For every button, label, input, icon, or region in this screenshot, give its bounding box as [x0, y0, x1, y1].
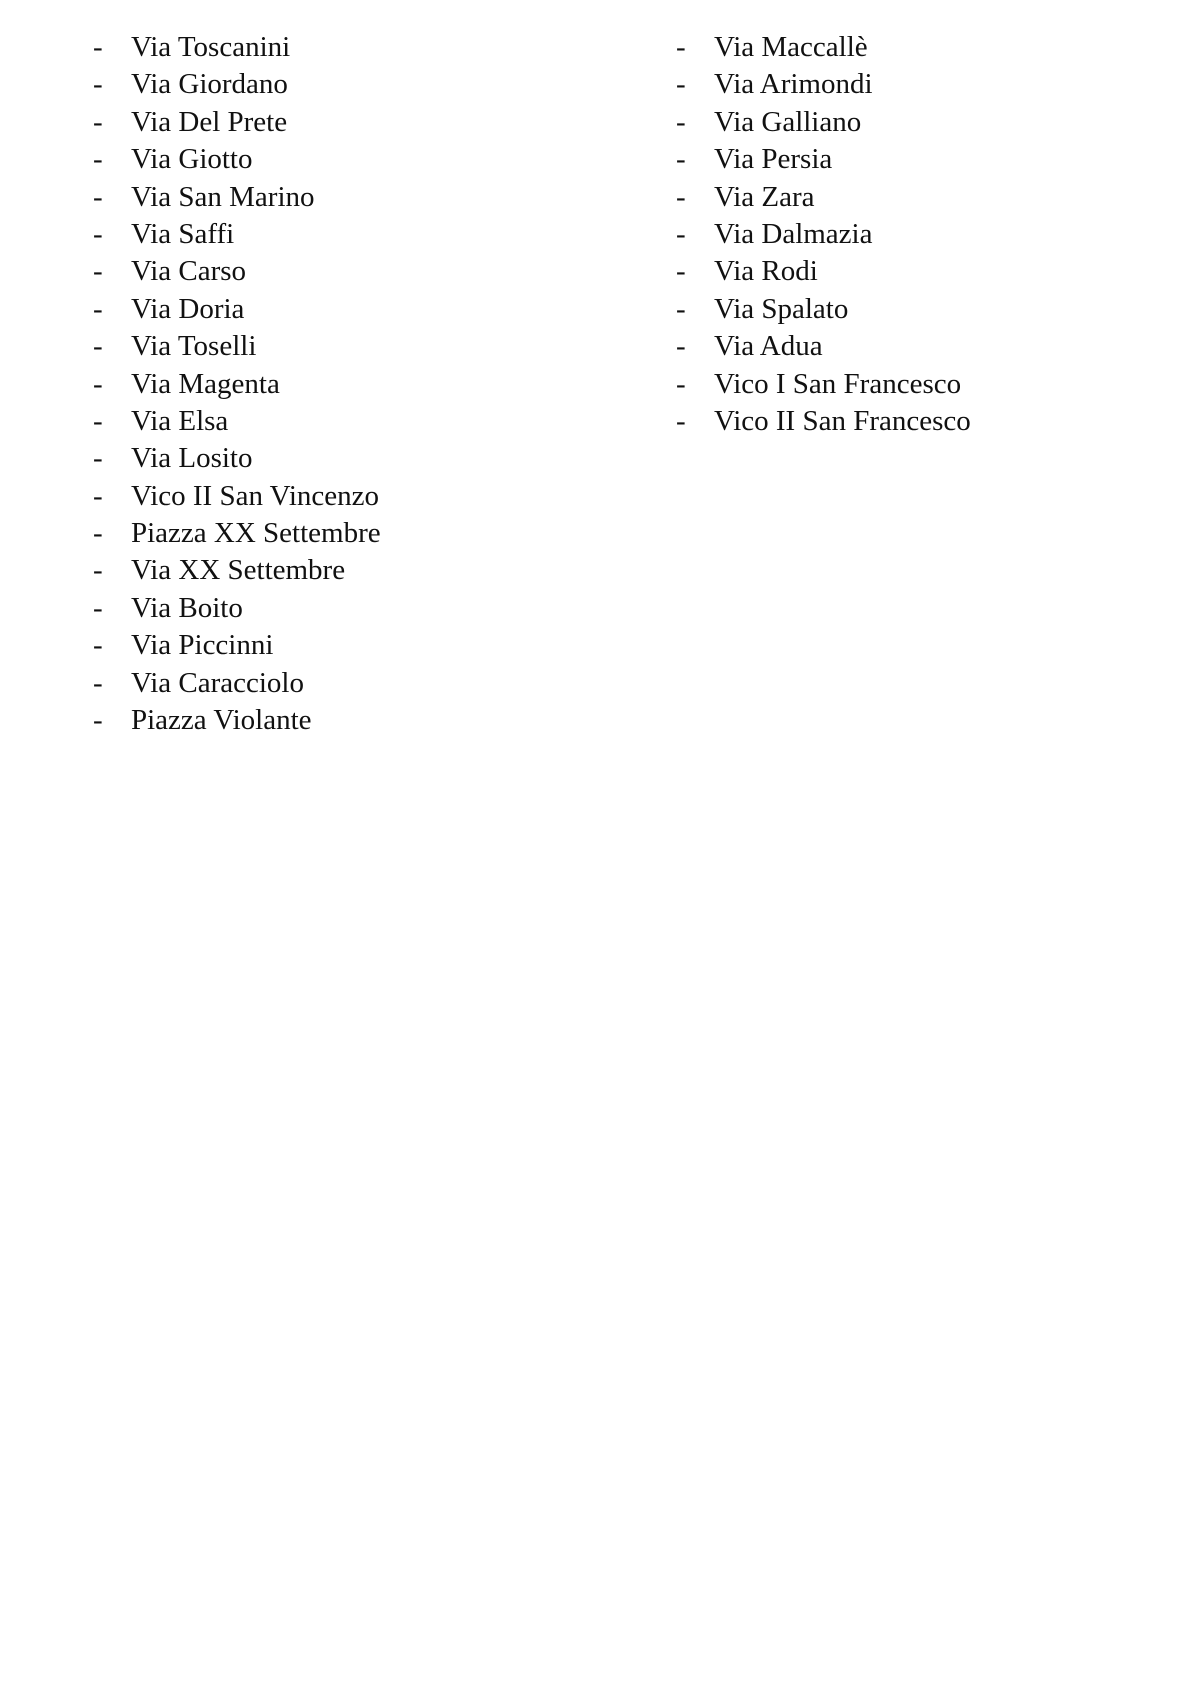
- street-name: Piazza XX Settembre: [131, 517, 381, 550]
- street-name: Via Dalmazia: [714, 217, 873, 250]
- street-name: Via Losito: [131, 442, 253, 475]
- list-item: [676, 216, 1156, 253]
- list-item: [676, 104, 1156, 141]
- list-item: [93, 104, 593, 141]
- list-bullet: -: [93, 591, 103, 624]
- street-name: Via Galliano: [714, 105, 862, 138]
- street-name: Via Elsa: [131, 404, 229, 437]
- list-item: [93, 702, 593, 739]
- street-name: Piazza Violante: [131, 704, 312, 737]
- list-item: [93, 366, 593, 403]
- list-bullet: -: [93, 666, 103, 699]
- street-list-right: [676, 29, 1156, 440]
- list-bullet: -: [93, 404, 103, 437]
- street-name: Via Toselli: [131, 330, 257, 363]
- list-item: [93, 590, 593, 627]
- list-item: [93, 552, 593, 589]
- list-item: [93, 29, 593, 66]
- list-item: [676, 66, 1156, 103]
- street-name: Via Giordano: [131, 68, 288, 101]
- street-name: Vico I San Francesco: [714, 367, 962, 400]
- list-item: [93, 66, 593, 103]
- list-item: [93, 627, 593, 664]
- list-item: [676, 403, 1156, 440]
- street-name: Via Magenta: [131, 367, 280, 400]
- list-bullet: -: [93, 479, 103, 512]
- street-name: Via Adua: [714, 330, 823, 363]
- list-bullet: -: [93, 105, 103, 138]
- street-name: Vico II San Francesco: [714, 404, 971, 437]
- street-name: Via Rodi: [714, 255, 818, 288]
- street-name: Via Boito: [131, 591, 243, 624]
- list-bullet: -: [93, 554, 103, 587]
- list-item: [676, 253, 1156, 290]
- list-item: [93, 179, 593, 216]
- list-item: [93, 141, 593, 178]
- street-name: Via Persia: [714, 143, 833, 176]
- street-name: Via Carso: [131, 255, 247, 288]
- list-bullet: -: [93, 330, 103, 363]
- list-item: [93, 440, 593, 477]
- list-item: [93, 478, 593, 515]
- list-bullet: -: [93, 367, 103, 400]
- list-bullet: -: [676, 31, 686, 63]
- list-bullet: -: [93, 180, 103, 213]
- list-bullet: -: [676, 217, 686, 250]
- list-item: [93, 253, 593, 290]
- list-item: [676, 141, 1156, 178]
- list-bullet: -: [676, 180, 686, 213]
- street-name: Via XX Settembre: [131, 554, 346, 587]
- list-bullet: -: [676, 292, 686, 325]
- list-bullet: -: [676, 330, 686, 363]
- list-item: [676, 328, 1156, 365]
- list-item: [93, 216, 593, 253]
- street-name: Via Piccinni: [131, 629, 274, 662]
- list-bullet: -: [93, 442, 103, 475]
- street-name: Via Zara: [714, 180, 815, 213]
- street-name: Via Maccallè: [714, 31, 868, 63]
- list-bullet: -: [676, 255, 686, 288]
- list-item: [93, 328, 593, 365]
- street-name: Via San Marino: [131, 180, 315, 213]
- list-item: [676, 366, 1156, 403]
- list-bullet: -: [93, 217, 103, 250]
- list-bullet: -: [93, 68, 103, 101]
- list-bullet: -: [93, 517, 103, 550]
- street-name: Via Caracciolo: [131, 666, 304, 699]
- list-item: [676, 179, 1156, 216]
- list-item: [93, 665, 593, 702]
- street-name: Via Arimondi: [714, 68, 873, 101]
- list-item: [93, 403, 593, 440]
- list-bullet: -: [93, 143, 103, 176]
- street-list-left: [93, 29, 593, 739]
- street-name: Via Doria: [131, 292, 245, 325]
- list-item: [676, 29, 1156, 66]
- street-name: Via Toscanini: [131, 31, 291, 63]
- list-bullet: -: [676, 143, 686, 176]
- list-bullet: -: [93, 704, 103, 737]
- list-bullet: -: [676, 404, 686, 437]
- list-bullet: -: [676, 105, 686, 138]
- list-item: [93, 515, 593, 552]
- list-item: [676, 291, 1156, 328]
- list-bullet: -: [676, 367, 686, 400]
- street-name: Vico II San Vincenzo: [131, 479, 380, 512]
- list-bullet: -: [676, 68, 686, 101]
- list-bullet: -: [93, 292, 103, 325]
- list-bullet: -: [93, 31, 103, 63]
- street-name: Via Giotto: [131, 143, 253, 176]
- street-name: Via Spalato: [714, 292, 849, 325]
- street-name: Via Saffi: [131, 217, 235, 250]
- list-bullet: -: [93, 629, 103, 662]
- list-item: [93, 291, 593, 328]
- list-bullet: -: [93, 255, 103, 288]
- street-name: Via Del Prete: [131, 105, 288, 138]
